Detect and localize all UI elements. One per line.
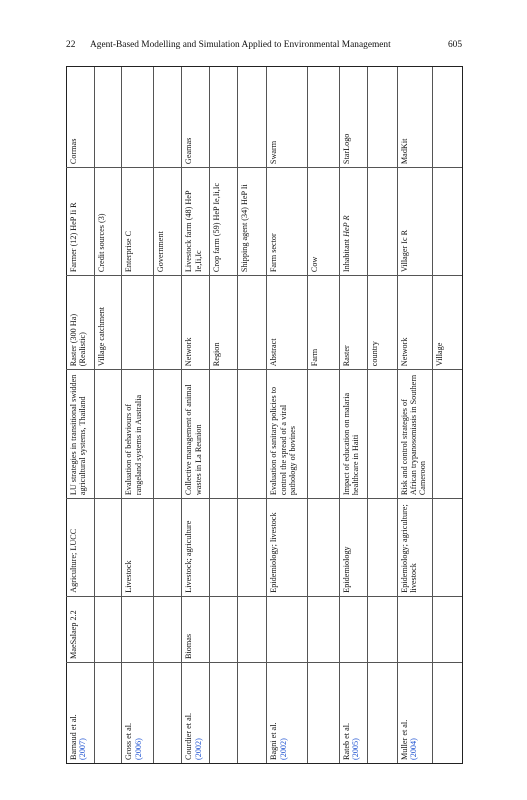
purpose-cell <box>433 370 463 499</box>
domain-cell <box>367 499 397 597</box>
cell-text: Credit sources (3) <box>96 213 106 273</box>
author-name: Gross et al. <box>124 722 134 760</box>
cell-text: country <box>369 341 379 367</box>
agents-cell <box>433 168 463 276</box>
model-name-cell <box>433 596 463 662</box>
purpose-cell <box>182 370 210 499</box>
cell-text: StarLogo <box>341 133 351 165</box>
rotated-table-container <box>66 66 463 764</box>
model-name-cell <box>267 596 308 662</box>
purpose-cell <box>122 370 154 499</box>
domain-cell <box>67 499 95 597</box>
domain-cell <box>154 499 182 597</box>
citation-year-link[interactable]: (2007) <box>78 738 88 760</box>
platform-cell <box>209 67 237 168</box>
cell-text: Agriculture; LUCC <box>69 528 78 593</box>
page-number: 605 <box>447 40 462 50</box>
platform-cell <box>122 67 154 168</box>
cell-text: Geamas <box>184 137 194 165</box>
cell-text: MaeSalaep 2.2 <box>69 610 78 659</box>
purpose-cell <box>237 370 267 499</box>
platform-cell <box>154 67 182 168</box>
purpose-cell <box>67 370 95 499</box>
cell-text: Collective management of animal wastes in La Reunion <box>184 384 203 496</box>
model-name-cell <box>122 596 154 662</box>
table-row <box>433 67 463 764</box>
cell-text: Farm <box>309 348 319 367</box>
space-cell <box>209 276 237 370</box>
author-name: Muller et al. <box>399 719 409 760</box>
cell-text: Village <box>435 342 444 367</box>
space-cell <box>67 276 95 370</box>
author-cell <box>397 662 432 763</box>
model-name-cell <box>154 596 182 662</box>
table-row <box>367 67 397 764</box>
space-cell <box>433 276 463 370</box>
cell-text: Livestock <box>124 560 134 593</box>
cell-text: Villager Ic R <box>399 229 409 273</box>
table-row <box>339 67 367 764</box>
author-name: Barnaud et al. <box>69 714 78 760</box>
domain-cell <box>182 499 210 597</box>
cell-text: Biomas <box>184 633 194 659</box>
agents-cell <box>267 168 308 276</box>
domain-cell <box>237 499 267 597</box>
cell-text: Enterprise C <box>124 230 134 273</box>
cell-text: Epidemiology; agriculture; livestock <box>399 504 418 593</box>
domain-cell <box>397 499 432 597</box>
table-row <box>182 67 210 764</box>
citation-year-link[interactable]: (2002) <box>278 738 288 760</box>
agents-cell <box>237 168 267 276</box>
cell-text: Raster <box>341 345 351 367</box>
purpose-cell <box>154 370 182 499</box>
table-row <box>209 67 237 764</box>
space-cell <box>154 276 182 370</box>
author-cell <box>267 662 308 763</box>
author-cell <box>122 662 154 763</box>
cell-text: Farm sector <box>269 233 279 273</box>
platform-cell <box>182 67 210 168</box>
domain-cell <box>339 499 367 597</box>
purpose-cell <box>367 370 397 499</box>
model-name-cell <box>307 596 339 662</box>
cell-text: Cormas <box>69 138 78 165</box>
purpose-cell <box>397 370 432 499</box>
author-cell <box>154 662 182 763</box>
cell-text: Abstract <box>269 338 279 367</box>
purpose-cell <box>339 370 367 499</box>
platform-cell <box>433 67 463 168</box>
author-cell <box>209 662 237 763</box>
table-row <box>307 67 339 764</box>
table-row <box>94 67 122 764</box>
cell-text: Network <box>399 337 409 367</box>
space-cell <box>339 276 367 370</box>
author-cell <box>182 662 210 763</box>
cell-text: Shipping agent (34) HeP Ii <box>239 184 249 273</box>
space-cell <box>307 276 339 370</box>
cell-text: Network <box>184 337 194 367</box>
platform-cell <box>307 67 339 168</box>
rotated-table <box>66 66 463 764</box>
cell-text: LU strategies in transitional swidden agricultural systems, Thailand <box>69 374 88 496</box>
domain-cell <box>209 499 237 597</box>
space-cell <box>94 276 122 370</box>
space-cell <box>122 276 154 370</box>
cell-text: MadKit <box>399 138 409 165</box>
space-cell <box>267 276 308 370</box>
cell-text: Evaluation of sanitary policies to control the spread of a viral pathology of bovines <box>269 386 298 496</box>
table-row <box>237 67 267 764</box>
author-cell <box>339 662 367 763</box>
space-cell <box>397 276 432 370</box>
agents-cell <box>182 168 210 276</box>
author-name: Courdier et al. <box>184 712 194 760</box>
domain-cell <box>307 499 339 597</box>
table-row <box>267 67 308 764</box>
cell-text: Government <box>156 231 166 273</box>
purpose-cell <box>267 370 308 499</box>
cell-text: Risk and control strategies of African trypanosomiasis in Southern Cameroon <box>399 374 428 496</box>
model-name-cell <box>237 596 267 662</box>
agents-cell <box>209 168 237 276</box>
agents-cell <box>307 168 339 276</box>
citation-year-link[interactable]: (2006) <box>133 738 143 760</box>
platform-cell <box>94 67 122 168</box>
model-name-cell <box>367 596 397 662</box>
cell-text: Livestock; agriculture <box>184 520 194 593</box>
italic-agent-attributes: HeP R <box>341 215 351 239</box>
platform-cell <box>267 67 308 168</box>
agents-cell <box>122 168 154 276</box>
running-title: Agent-Based Modelling and Simulation Applied to Environmental Management <box>90 40 391 50</box>
citation-year-link[interactable]: (2004) <box>408 738 418 760</box>
cell-text: Farmer (12) HeP Ii R <box>69 202 78 273</box>
model-name-cell <box>67 596 95 662</box>
purpose-cell <box>307 370 339 499</box>
purpose-cell <box>94 370 122 499</box>
table-row <box>67 67 95 764</box>
model-name-cell <box>182 596 210 662</box>
space-cell <box>367 276 397 370</box>
table-row <box>397 67 432 764</box>
model-name-cell <box>209 596 237 662</box>
space-cell <box>182 276 210 370</box>
model-review-table <box>66 66 463 764</box>
purpose-cell <box>209 370 237 499</box>
domain-cell <box>122 499 154 597</box>
cell-text: Epidemiology; livestock <box>269 512 279 593</box>
author-name: Bagni et al. <box>269 722 279 760</box>
author-cell <box>367 662 397 763</box>
author-cell <box>94 662 122 763</box>
domain-cell <box>267 499 308 597</box>
cell-text: Impact of education on malaria healthcare in Haiti <box>341 392 361 496</box>
cell-text: Raster (300 Ha) (Realistic) <box>69 313 88 367</box>
cell-text: Swarm <box>269 140 279 165</box>
running-header <box>66 40 462 56</box>
cell-text: Inhabitant <box>341 238 351 273</box>
agents-cell <box>154 168 182 276</box>
chapter-number: 22 <box>66 40 76 50</box>
platform-cell <box>237 67 267 168</box>
space-cell <box>237 276 267 370</box>
author-cell <box>307 662 339 763</box>
cell-text: Evaluation of behaviours of rangeland systems in Australia <box>124 394 143 496</box>
author-cell <box>67 662 95 763</box>
cell-text: Crop farm (59) HeP Ie,Ii,Ic <box>211 182 221 273</box>
model-name-cell <box>94 596 122 662</box>
table-row <box>154 67 182 764</box>
author-name: Rateb et al. <box>341 722 351 760</box>
citation-year-link[interactable]: (2002) <box>193 738 203 760</box>
domain-cell <box>433 499 463 597</box>
platform-cell <box>67 67 95 168</box>
domain-cell <box>94 499 122 597</box>
author-cell <box>237 662 267 763</box>
cell-text: Cow <box>309 256 319 273</box>
platform-cell <box>397 67 432 168</box>
cell-text: Village catchment <box>96 306 106 367</box>
model-name-cell <box>397 596 432 662</box>
agents-cell <box>94 168 122 276</box>
platform-cell <box>339 67 367 168</box>
cell-text: Livestock farm (48) HeP Ie,Ii,Ic <box>184 190 203 273</box>
cell-text: Epidemiology <box>341 546 351 593</box>
table-row <box>122 67 154 764</box>
agents-cell <box>67 168 95 276</box>
platform-cell <box>367 67 397 168</box>
agents-cell <box>339 168 367 276</box>
author-cell <box>433 662 463 763</box>
cell-text: Region <box>211 342 221 367</box>
agents-cell <box>397 168 432 276</box>
agents-cell <box>367 168 397 276</box>
model-name-cell <box>339 596 367 662</box>
citation-year-link[interactable]: (2005) <box>351 738 361 760</box>
